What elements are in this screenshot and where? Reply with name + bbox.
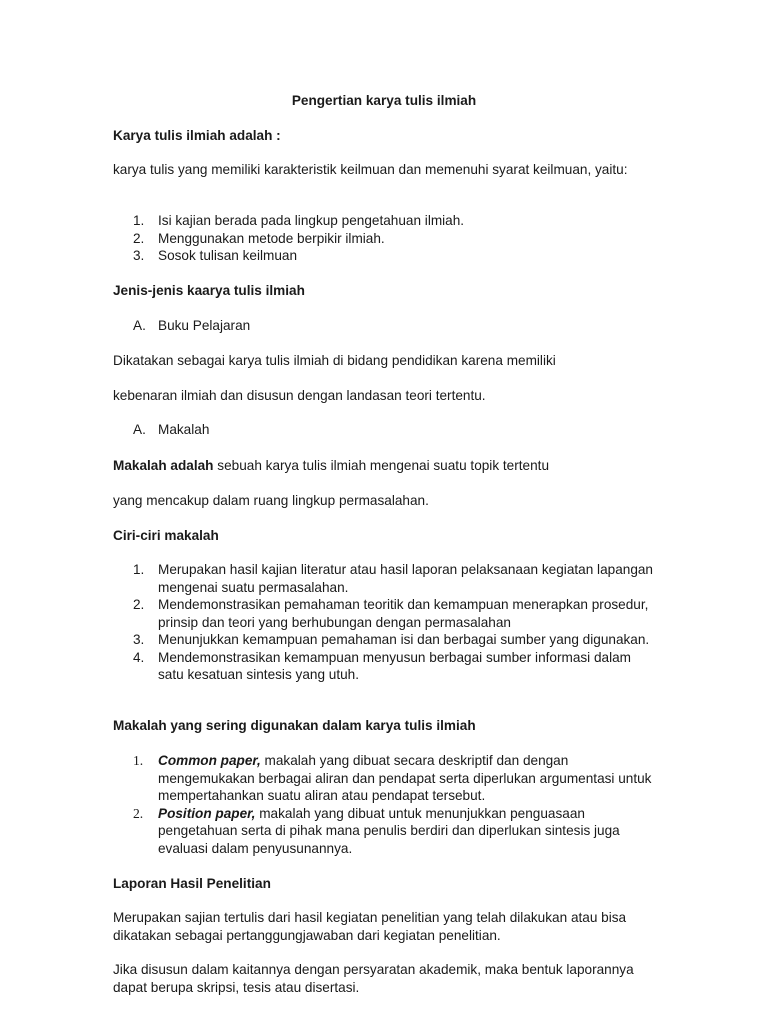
list-text: Mendemonstrasikan kemampuan menyusun berbagai sumber informasi dalam satu kesatuan sintesis yang utuh. [158,649,631,682]
definition-text: karya tulis yang memiliki karakteristik keilmuan dan memenuhi syarat keilmuan, yaitu: [113,162,628,177]
list-text: makalah yang dibuat secara deskriptif dan dengan mengemukakan berbagai aliran dan pendapat serta diperlukan argumentasi untuk mempertahankan suatu aliran atau pendapat tersebut. [158,753,652,803]
type-b-list [113,421,658,439]
ciri-list [113,561,658,684]
sering-heading: Makalah yang sering digunakan dalam karya tulis ilmiah [113,718,476,733]
list-item [113,596,658,631]
list-text: Makalah [158,422,210,437]
list-item [113,421,658,439]
list-text: Menggunakan metode berpikir ilmiah. [158,230,385,246]
list-item [113,230,658,248]
list-text: Mendemonstrasikan pemahaman teoritik dan kemampuan menerapkan prosedur, prinsip dan teori yang berhubungan dengan permasalahan [158,597,649,630]
list-number: 2. [133,230,145,246]
list-item [113,212,658,230]
list-number: 1. [133,213,145,228]
buku-paragraph-2: kebenaran ilmiah dan disusun dengan landasan teori tertentu. [113,388,486,403]
list-number: 1. [133,562,145,577]
list-text: makalah yang dibuat untuk menunjukkan penguasaan pengetahuan serta di pihak mana penulis berdiri dan diperlukan sintesis juga evaluasi dalam penyusunannya. [158,805,620,856]
definition-heading: Karya tulis ilmiah adalah : [113,128,281,143]
list-text: Sosok tulisan keilmuan [158,248,298,263]
list-number: 3. [133,248,145,263]
makalah-paragraph-2: yang mencakup dalam ruang lingkup permasalahan. [113,493,429,508]
list-text: Isi kajian berada pada lingkup pengetahuan ilmiah. [158,213,465,228]
paper-term: Position paper, [158,805,256,821]
list-letter: A. [133,422,146,437]
list-item [113,649,658,684]
types-heading: Jenis-jenis kaarya tulis ilmiah [113,283,305,298]
list-item [113,561,658,596]
definition-list [113,212,658,265]
list-number: 2. [133,805,144,821]
list-item [113,247,658,265]
ciri-heading: Ciri-ciri makalah [113,528,219,543]
makalah-definition: sebuah karya tulis ilmiah mengenai suatu topik tertentu [213,458,550,473]
list-number: 4. [133,649,145,665]
list-item [113,752,658,805]
list-letter: A. [133,318,146,333]
list-item [113,805,658,858]
laporan-heading: Laporan Hasil Penelitian [113,876,271,891]
sering-list [113,752,658,857]
list-number: 1. [133,753,144,768]
list-text: Merupakan hasil kajian literatur atau hasil laporan pelaksanaan kegiatan lapangan mengenai suatu permasalahan. [158,562,653,595]
list-item [113,631,658,649]
laporan-paragraph-1: Merupakan sajian tertulis dari hasil kegiatan penelitian yang telah dilakukan atau bisa dikatakan sebagai pertanggungjawaban dari kegiatan penelitian. [113,910,627,943]
list-number: 2. [133,597,145,612]
list-text: Menunjukkan kemampuan pemahaman isi dan berbagai sumber yang digunakan. [158,632,650,647]
list-text: Buku Pelajaran [158,318,251,333]
list-item [113,317,658,335]
page-title: Pengertian karya tulis ilmiah [291,93,477,108]
paper-term: Common paper, [158,753,261,768]
list-number: 3. [133,632,145,647]
makalah-term: Makalah adalah [113,458,214,473]
buku-paragraph-1: Dikatakan sebagai karya tulis ilmiah di bidang pendidikan karena memiliki [113,353,556,368]
laporan-paragraph-2: Jika disusun dalam kaitannya dengan persyaratan akademik, maka bentuk laporannya dapat berupa skripsi, tesis atau disertasi. [113,962,634,995]
makalah-paragraph-1 [113,457,658,475]
type-a-list [113,317,658,335]
